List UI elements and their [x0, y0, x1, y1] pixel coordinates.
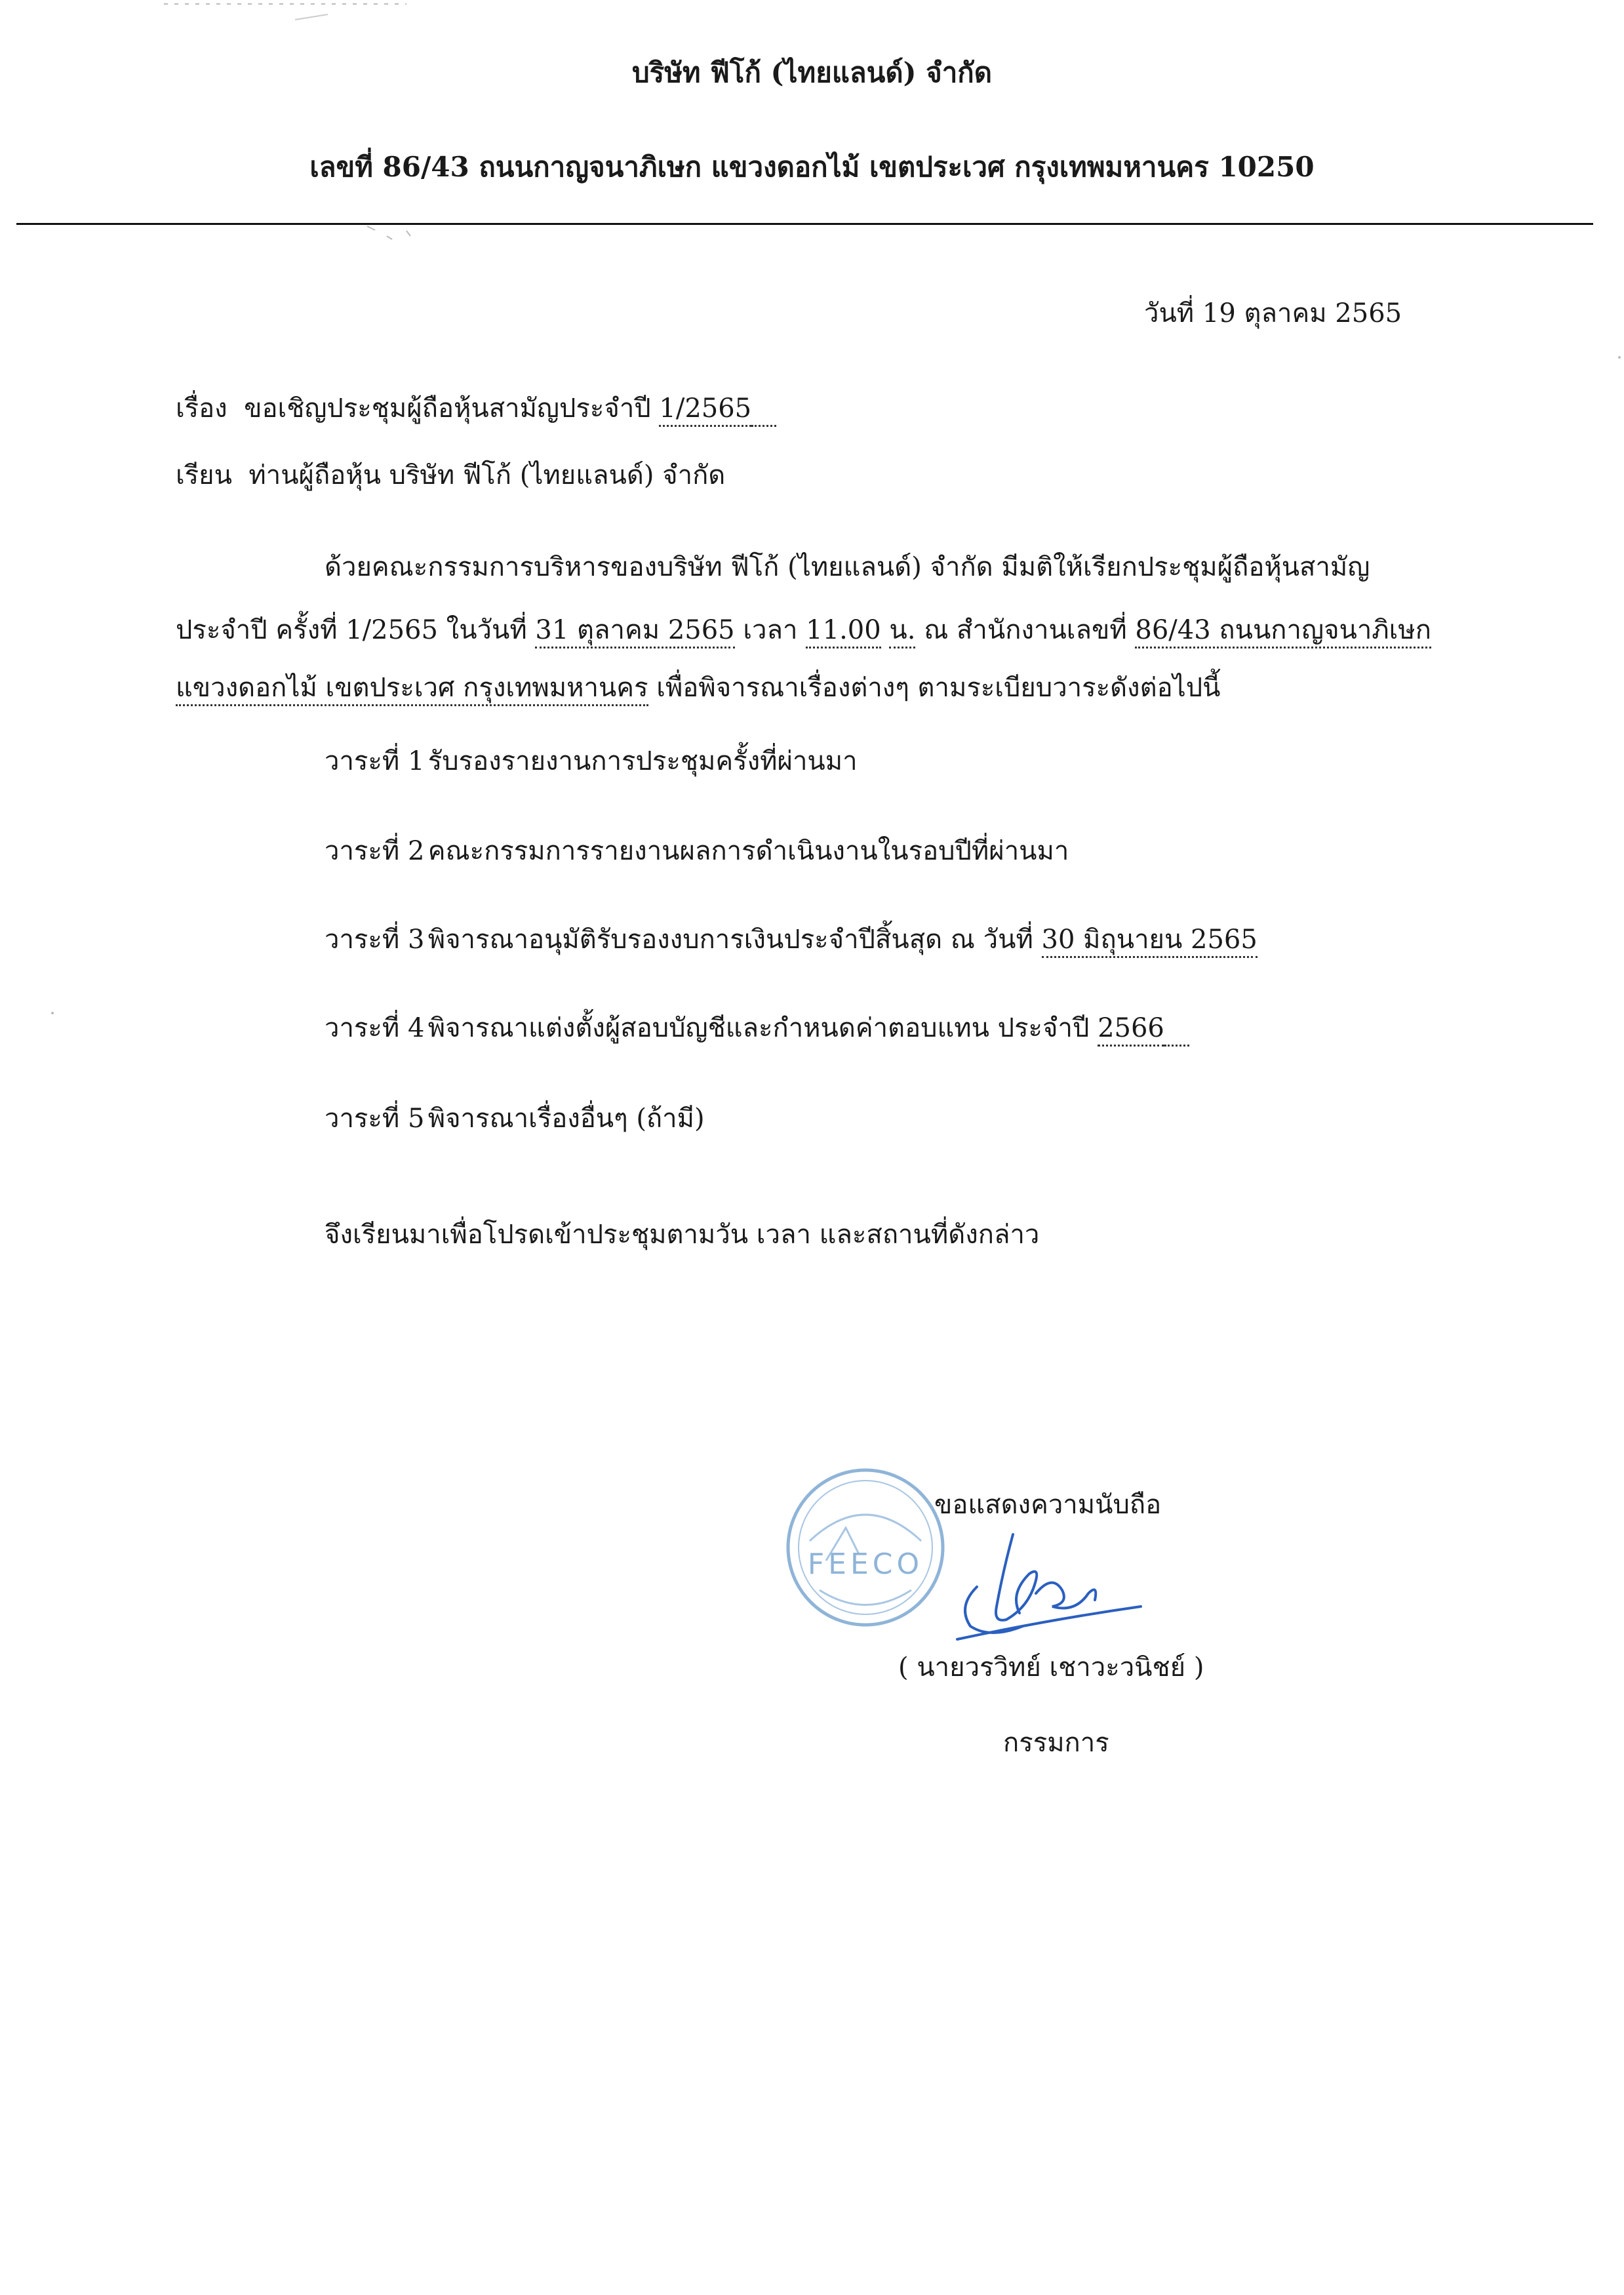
date-day: 19 — [1202, 298, 1236, 329]
agenda-item — [325, 1097, 705, 1139]
paragraph-line3-rest: เพื่อพิจารณาเรื่องต่างๆ ตามระเบียบวาระดังต่อไปนี้ — [656, 673, 1221, 703]
paragraph-line-1: ด้วยคณะกรรมการบริหารของบริษัท ฟีโก้ (ไทยแลนด์) จำกัด มีมติให้เรียกประชุมผู้ถือหุ้นสามัญ — [325, 552, 1370, 582]
meeting-time-unit: น. — [889, 615, 915, 649]
agenda-text: พิจารณาอนุมัติรับรองงบการเงินประจำปีสิ้นสุด ณ วันที่ — [427, 925, 1033, 955]
letter-date — [1144, 292, 1402, 334]
signatory-position: กรรมการ — [1003, 1728, 1109, 1758]
agenda-label: วาระที่ 5 — [325, 1104, 425, 1134]
paragraph-line-3 — [176, 666, 1220, 708]
signatory-name: ( นายวรวิทย์ เชาวะวนิชย์ ) — [898, 1652, 1204, 1683]
paragraph-line2-a: ประจำปี ครั้งที่ 1/2565 ในวันที่ — [176, 615, 527, 645]
agenda-text: พิจารณาแต่งตั้งผู้สอบบัญชีและกำหนดค่าตอบแทน ประจำปี — [427, 1013, 1090, 1043]
paragraph-line-2 — [176, 609, 1431, 650]
recipient-text: ท่านผู้ถือหุ้น บริษัท ฟีโก้ (ไทยแลนด์) จำกัด — [248, 460, 726, 490]
paragraph-line2-d: ณ สำนักงานเลขที่ — [924, 615, 1127, 645]
meeting-location-1: 86/43 ถนนกาญจนาภิเษก — [1135, 615, 1431, 649]
agenda-label: วาระที่ 2 — [325, 836, 425, 866]
meeting-time: 11.00 — [806, 615, 881, 649]
agenda-item — [325, 740, 858, 782]
meeting-date: 31 ตุลาคม 2565 — [535, 615, 734, 649]
date-label: วันที่ — [1144, 298, 1195, 329]
subject-value: 1/2565 — [659, 393, 751, 427]
date-month-year: ตุลาคม 2565 — [1244, 298, 1402, 329]
agenda-text: รับรองรายงานการประชุมครั้งที่ผ่านมา — [427, 746, 858, 776]
agenda-item — [325, 1007, 1189, 1048]
paragraph-line2-b: เวลา — [743, 615, 798, 645]
agenda-item — [325, 918, 1258, 960]
handwritten-signature — [931, 1508, 1154, 1652]
header-divider — [16, 223, 1593, 225]
agenda-text: คณะกรรมการรายงานผลการดำเนินงานในรอบปีที่ผ่านมา — [427, 836, 1069, 866]
recipient-label: เรียน — [176, 460, 232, 490]
closing-sentence: จึงเรียนมาเพื่อโปรดเข้าประชุมตามวัน เวลา และสถานที่ดังกล่าว — [325, 1220, 1040, 1250]
subject-line — [176, 387, 776, 429]
recipient-line — [176, 454, 725, 496]
agenda-label: วาระที่ 3 — [325, 925, 425, 955]
agenda-label: วาระที่ 4 — [325, 1013, 425, 1043]
subject-label: เรื่อง — [176, 393, 228, 424]
company-name: บริษัท ฟีโก้ (ไทยแลนด์) จำกัด — [631, 56, 993, 89]
stamp-text: FEECO — [807, 1547, 924, 1581]
agenda-item — [325, 829, 1069, 871]
agenda-text: พิจารณาเรื่องอื่นๆ (ถ้ามี) — [427, 1104, 705, 1134]
meeting-location-2: แขวงดอกไม้ เขตประเวศ กรุงเทพมหานคร — [176, 673, 648, 706]
agenda-value: 2566 — [1098, 1013, 1164, 1047]
company-stamp — [780, 1462, 951, 1633]
agenda-label: วาระที่ 1 — [325, 746, 425, 776]
regards: ขอแสดงความนับถือ — [934, 1490, 1162, 1520]
subject-text: ขอเชิญประชุมผู้ถือหุ้นสามัญประจำปี — [244, 393, 651, 424]
agenda-value: 30 มิถุนายน 2565 — [1042, 925, 1258, 958]
company-address: เลขที่ 86/43 ถนนกาญจนาภิเษก แขวงดอกไม้ เขตประเวศ กรุงเทพมหานคร 10250 — [309, 151, 1315, 183]
